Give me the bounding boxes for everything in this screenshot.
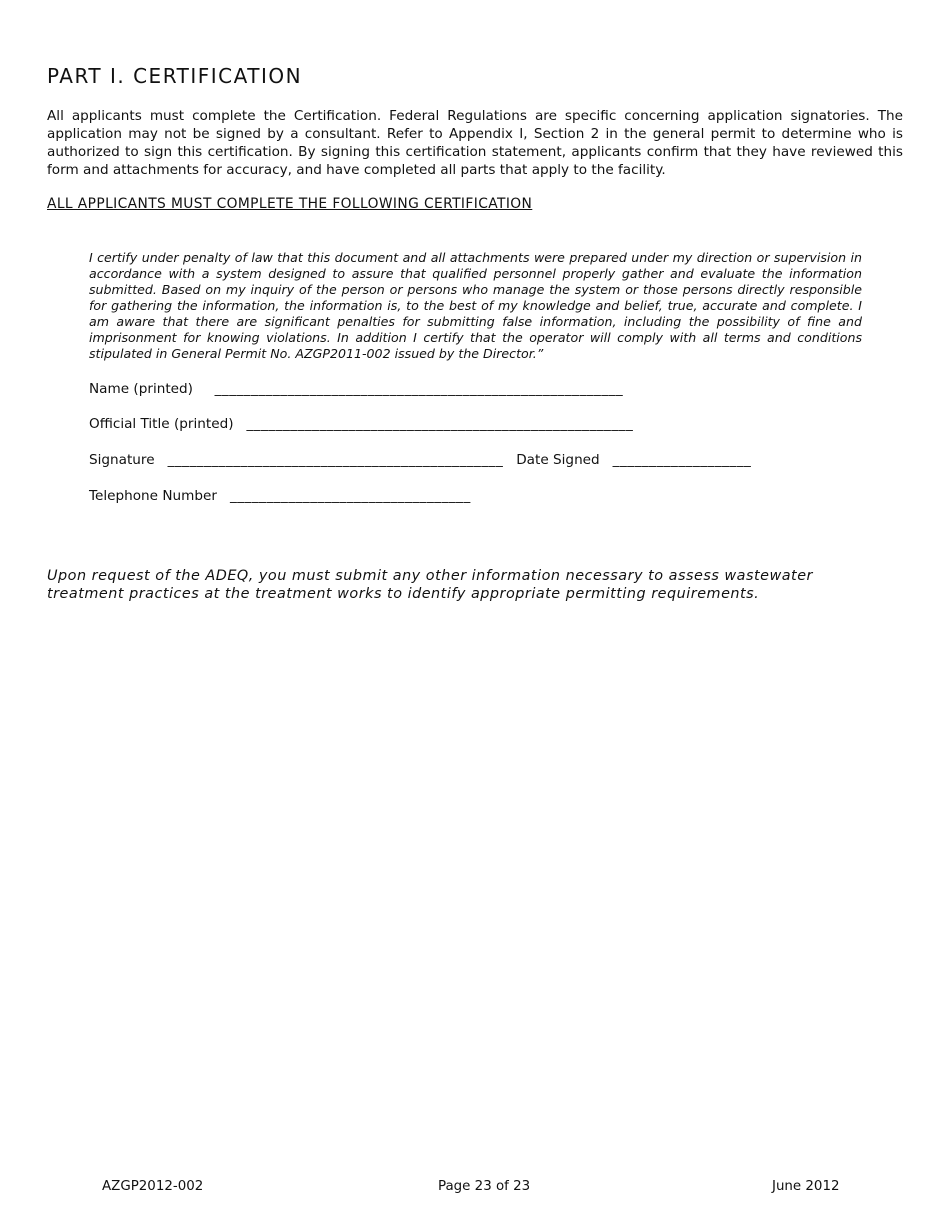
signature-label: Signature bbox=[89, 452, 155, 468]
name-label: Name (printed) bbox=[89, 381, 193, 397]
telephone-field bbox=[89, 488, 471, 504]
date-signed-label: Date Signed bbox=[516, 452, 600, 468]
certification-heading: ALL APPLICANTS MUST COMPLETE THE FOLLOWING CERTIFICATION bbox=[47, 196, 533, 212]
signature-date-field bbox=[89, 452, 751, 468]
name-blank[interactable]: ________________________________________________________ bbox=[214, 381, 624, 397]
official-title-blank[interactable]: _____________________________________________________ bbox=[246, 416, 634, 432]
telephone-blank[interactable]: _________________________________ bbox=[229, 488, 471, 504]
certification-statement: I certify under penalty of law that this document and all attachments were prepared under my direction or supervision in accordance with a system designed to assure that qualified personnel properly gather and evaluate the information submitted. Based on my inquiry of the person or persons who manage the system or those persons directly responsible for gathering the information, the information is, to the best of my knowledge and belief, true, accurate and complete. I am aware that there are significant penalties for submitting false information, including the possibility of fine and imprisonment for knowing violations. In addition I certify that the operator will comply with all terms and conditions stipulated in General Permit No. AZGP2011-002 issued by the Director.” bbox=[89, 250, 862, 361]
signature-blank[interactable]: ______________________________________________ bbox=[167, 452, 504, 468]
intro-paragraph: All applicants must complete the Certification. Federal Regulations are specific concerning application signatories. The application may not be signed by a consultant. Refer to Appendix I, Section 2 in the general permit to determine who is authorized to sign this certification. By signing this certification statement, applicants confirm that they have reviewed this form and attachments for accuracy, and have completed all parts that apply to the facility. bbox=[47, 108, 903, 178]
official-title-field bbox=[89, 416, 633, 432]
name-field bbox=[89, 381, 623, 397]
date-signed-blank[interactable]: ___________________ bbox=[612, 452, 752, 468]
footer-page-number: Page 23 of 23 bbox=[438, 1179, 531, 1194]
official-title-label: Official Title (printed) bbox=[89, 416, 234, 432]
footer-form-id: AZGP2012-002 bbox=[102, 1179, 204, 1194]
page-title: PART I. CERTIFICATION bbox=[47, 64, 303, 88]
closing-note: Upon request of the ADEQ, you must submit any other information necessary to assess wastewater treatment practices at the treatment works to identify appropriate permitting requirements. bbox=[47, 568, 813, 602]
telephone-label: Telephone Number bbox=[89, 488, 217, 504]
footer-date: June 2012 bbox=[772, 1179, 840, 1194]
